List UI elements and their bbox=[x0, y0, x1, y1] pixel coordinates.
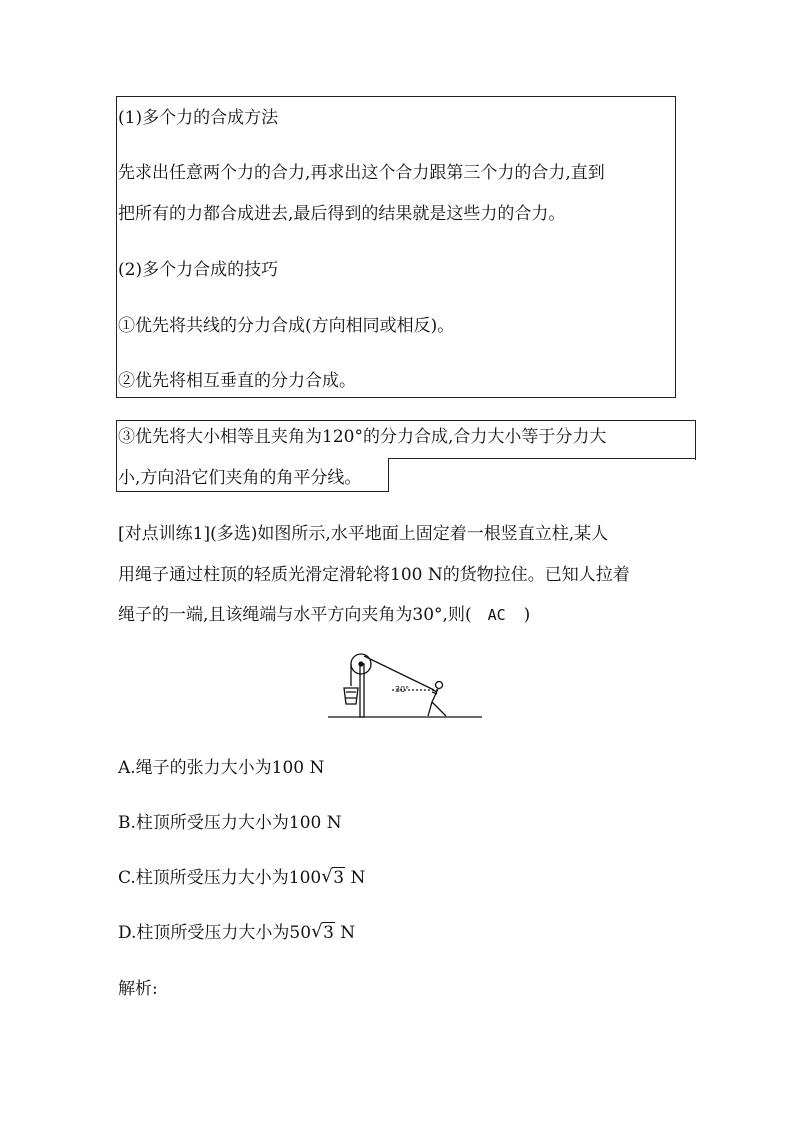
answer-text: AC bbox=[487, 606, 506, 624]
pulley-axle bbox=[359, 662, 363, 666]
question-line-3-close: ) bbox=[523, 605, 531, 625]
option-c-text: C.柱顶所受压力大小为100 bbox=[118, 868, 322, 888]
cargo bbox=[344, 688, 358, 704]
tip-perpendicular: ②优先将相互垂直的分力合成。 bbox=[118, 371, 356, 391]
tip3-box-mask bbox=[389, 460, 699, 494]
angle-label: 30° bbox=[395, 685, 410, 694]
pulley-figure bbox=[328, 650, 482, 722]
tip3-box-edge-top bbox=[388, 458, 696, 459]
tip3-box-edge bbox=[388, 458, 389, 492]
option-b: B.柱顶所受压力大小为100 N bbox=[118, 813, 342, 833]
post bbox=[360, 664, 364, 717]
tip-equal-120-line-2: 小,方向沿它们夹角的角平分线。 bbox=[118, 468, 362, 488]
heading-composition-tips: (2)多个力合成的技巧 bbox=[118, 260, 279, 280]
tip-equal-120-line-1: ③优先将大小相等且夹角为120°的分力合成,合力大小等于分力大 bbox=[118, 427, 607, 447]
question-line-3 bbox=[118, 604, 530, 626]
option-c bbox=[118, 867, 365, 889]
option-d bbox=[118, 922, 355, 944]
method-text-line-2: 把所有的力都合成进去,最后得到的结果就是这些力的合力。 bbox=[118, 204, 566, 224]
person-body bbox=[428, 689, 446, 716]
option-d-text: D.柱顶所受压力大小为50 bbox=[118, 923, 312, 943]
option-c-unit: N bbox=[345, 868, 366, 888]
person-head bbox=[436, 682, 443, 689]
option-c-radicand: 3 bbox=[333, 868, 345, 888]
option-d-radicand: 3 bbox=[323, 923, 334, 943]
tip-collinear: ①优先将共线的分力合成(方向相同或相反)。 bbox=[118, 316, 455, 336]
analysis-label: 解析: bbox=[118, 979, 158, 999]
question-line-1: [对点训练1](多选)如图所示,水平地面上固定着一根竖直立柱,某人 bbox=[118, 524, 609, 544]
option-a: A.绳子的张力大小为100 N bbox=[118, 758, 325, 778]
question-line-3-text: 绳子的一端,且该绳端与水平方向夹角为30°,则( bbox=[118, 605, 472, 625]
option-c-sqrt bbox=[322, 867, 345, 889]
heading-composition-method: (1)多个力的合成方法 bbox=[118, 108, 279, 128]
methods-box bbox=[116, 96, 676, 398]
option-d-unit: N bbox=[334, 923, 356, 943]
question-line-2: 用绳子通过柱顶的轻质光滑定滑轮将100 N的货物拉住。已知人拉着 bbox=[118, 565, 630, 585]
method-text-line-1: 先求出任意两个力的合力,再求出这个合力跟第三个力的合力,直到 bbox=[118, 163, 605, 183]
option-d-sqrt bbox=[312, 922, 335, 944]
